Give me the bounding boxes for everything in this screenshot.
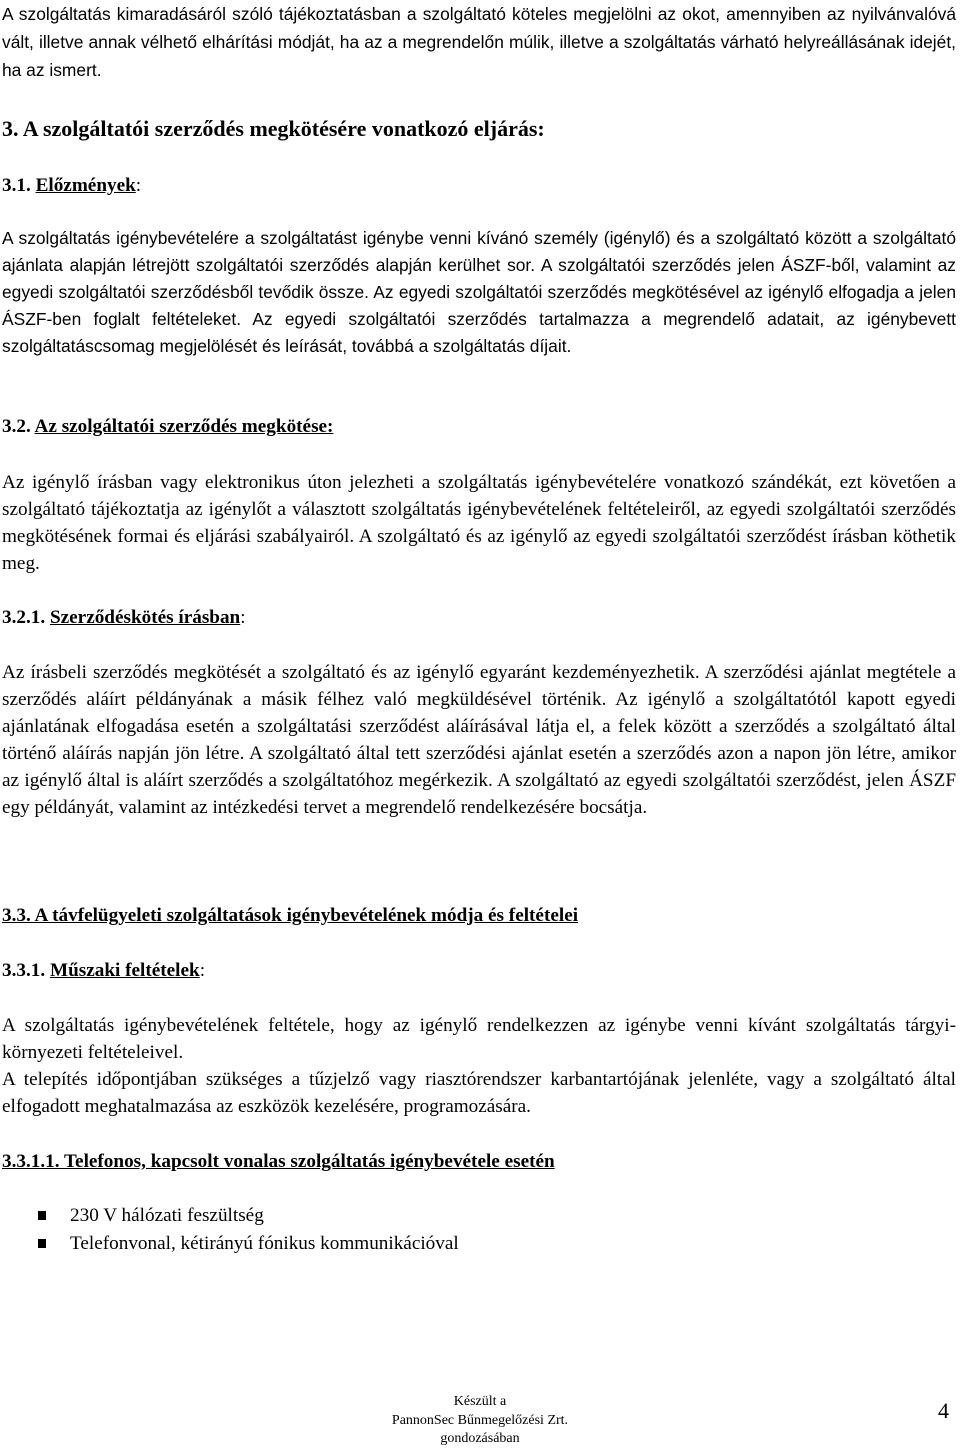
square-bullet-icon bbox=[38, 1211, 46, 1220]
list-item-text: Telefonvonal, kétirányú fónikus kommunikációval bbox=[70, 1233, 459, 1254]
section-3-2-1-paragraph: Az írásbeli szerződés megkötését a szolgáltató és az igénylő egyaránt kezdeményezhetik. A szerződési ajánlat megtétele a szerződés aláírt példányának a másik félhez való megküldésével történik. Az igénylő a szolgáltatótól kapott egyedi ajánlatának elfogadása esetén a szolgáltatási szerződést aláírásával látja el, a felek között a szerződés a szolgáltató által történő aláírás napján jön létre. A szolgáltató által tett szerződési ajánlat esetén a szerződés azon a napon jön létre, amikor az igénylő által is aláírt szerződés a szolgáltatóhoz megérkezik. A szolgáltató az egyedi szolgáltatói szerződést, jelen ÁSZF egy példányát, valamint az intézkedési tervet a megrendelő rendelkezésére bocsátja. bbox=[2, 662, 956, 818]
section-3-3-1-paragraph-1: A szolgáltatás igénybevételének feltétele, hogy az igénylő rendelkezzen az igénybe venni kívánt szolgáltatás tárgyi-környezeti feltételeivel. bbox=[2, 1015, 956, 1063]
section-3-heading: 3. A szolgáltatói szerződés megkötésére vonatkozó eljárás: bbox=[2, 116, 545, 141]
section-3-3-1-number: 3.3.1. bbox=[2, 960, 50, 981]
section-3-1-title: Előzmények bbox=[35, 175, 136, 196]
section-3-2-1-title: Szerződéskötés írásban bbox=[49, 607, 241, 628]
section-3-1-paragraph: A szolgáltatás igénybevételére a szolgáltatást igénybe venni kívánó személy (igénylő) és a szolgáltató között a szolgáltató ajánlata alapján létrejött szolgáltatói szerződés alapján kerülhet sor. A szolgáltatói szerződés jelen ÁSZF-ből, valamint az egyedi szolgáltatói szerződésből tevődik össze. Az egyedi szolgáltatói szerződés megkötésével az igénylő elfogadja a jelen ÁSZF-ben foglalt feltételeket. Az egyedi szolgáltatói szerződés tartalmazza a megrendelő adatait, az igénybevett szolgáltatáscsomag megjelölését és leírását, továbbá a szolgáltatás díjait. bbox=[2, 228, 956, 356]
section-3-3-1-paragraph-2: A telepítés időpontjában szükséges a tűzjelző vagy riasztórendszer karbantartójának jelenléte, vagy a szolgáltató által elfogadott meghatalmazása az eszközök kezelésére, programozására. bbox=[2, 1069, 956, 1117]
requirements-list bbox=[38, 1202, 459, 1258]
footer-line-1: Készült a bbox=[453, 1394, 507, 1409]
list-item bbox=[38, 1202, 459, 1230]
section-3-2-number: 3.2. bbox=[2, 416, 35, 437]
footer-line-2: PannonSec Bűnmegelőzési Zrt. bbox=[391, 1412, 569, 1428]
section-3-2-1-colon: : bbox=[240, 607, 246, 628]
section-3-2-paragraph: Az igénylő írásban vagy elektronikus úton jelezheti a szolgáltatás igénybevételére vonatkozó szándékát, ezt követően a szolgáltató tájékoztatja az igénylőt a választott szolgáltatás igénybevételének feltételeiről, az egyedi szolgáltatói szerződés megkötésének formai és eljárási szabályairól. A szolgáltató és az igénylő az egyedi szolgáltatói szerződést írásban köthetik meg. bbox=[2, 472, 956, 574]
list-item bbox=[38, 1230, 459, 1258]
section-3-1-heading bbox=[2, 172, 141, 199]
section-3-3-1-1-heading: 3.3.1.1. Telefonos, kapcsolt vonalas szolgáltatás igénybevétele esetén bbox=[2, 1151, 555, 1172]
square-bullet-icon bbox=[38, 1239, 46, 1248]
page-footer bbox=[330, 1393, 630, 1449]
section-3-3-1-title: Műszaki feltételek bbox=[49, 960, 200, 981]
list-item-text: 230 V hálózati feszültség bbox=[70, 1205, 264, 1226]
section-3-1-number: 3.1. bbox=[2, 175, 36, 196]
section-3-2-heading bbox=[2, 413, 333, 440]
section-3-3-heading: 3.3. A távfelügyeleti szolgáltatások igénybevételének módja és feltételei bbox=[2, 905, 579, 926]
footer-line-3: gondozásában bbox=[440, 1431, 520, 1447]
section-3-3-1-colon: : bbox=[199, 960, 206, 981]
section-3-3-1-heading bbox=[2, 957, 205, 984]
section-3-1-colon: : bbox=[135, 175, 142, 196]
page-number: 4 bbox=[938, 1398, 949, 1423]
intro-paragraph: A szolgáltatás kimaradásáról szóló tájékoztatásban a szolgáltató köteles megjelölni az okot, amennyiben az nyilvánvalóvá vált, illetve annak vélhető elhárítási módját, ha az a megrendelőn múlik, illetve a szolgáltatás várható helyreállásának idejét, ha az ismert. bbox=[2, 4, 956, 80]
section-3-2-title: Az szolgáltatói szerződés megkötése: bbox=[34, 416, 334, 437]
section-3-2-1-heading bbox=[2, 604, 246, 631]
section-3-2-1-number: 3.2.1. bbox=[2, 607, 50, 628]
